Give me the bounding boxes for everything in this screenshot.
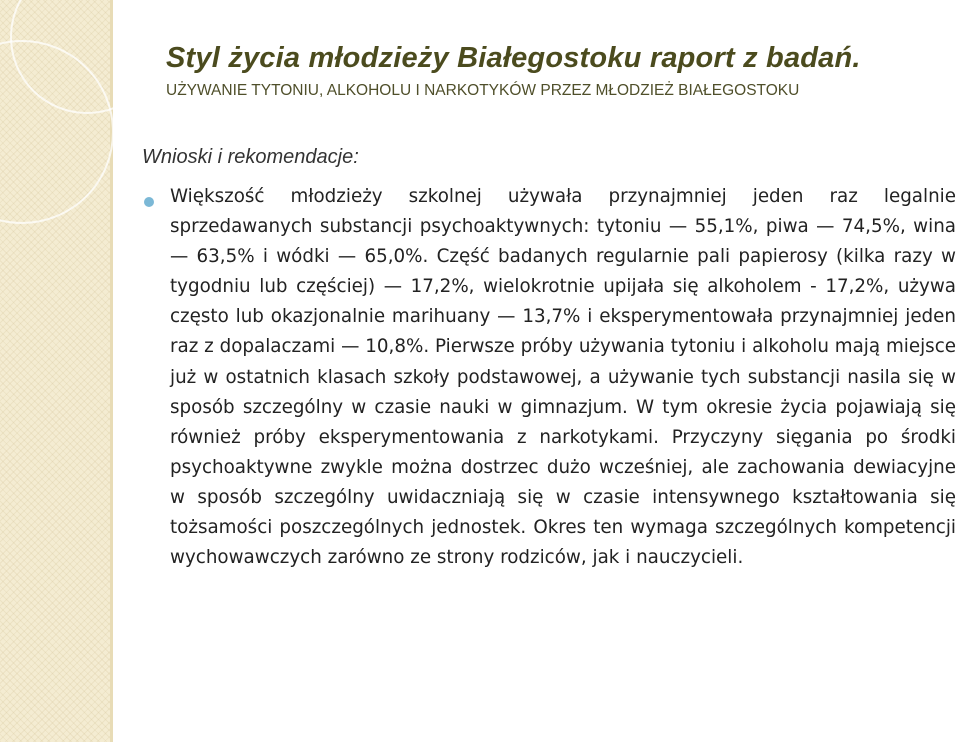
bullet-paragraph: Większość młodzieży szkolnej używała przynajmniej jeden raz legalnie sprzedawanych substancji psychoaktywnych: tytoniu — 55,1%, piwa — 74,5%, wina — 63,5% i wódki — 65,0%. Część badanych regularnie pali papierosy (kilka razy w tygodniu lub częściej) — 17,2%, wielokrotnie upijała się alkoholem - 17,2%, używa często lub okazjonalnie marihuany — 13,7% i eksperymentowała przynajmniej jeden raz z dopalaczami — 10,8%. Pierwsze próby używania tytoniu i alkoholu mają miejsce już w ostatnich klasach szkoły podstawowej, a używanie tych substancji nasila się w sposób szczególny w czasie nauki w gimnazjum. W tym okresie życia pojawiają się również próby eksperymentowania z narkotykami. Przyczyny sięgania po środki psychoaktywne zwykle można dostrzec dużo wcześniej, ale zachowania dewiacyjne w sposób szczególny uwidaczniają się w czasie intensywnego kształtowania się tożsamości poszczególnych jednostek. Okres ten wymaga szczególnych kompetencji wychowawczych zarówno ze strony rodziców, jak i nauczycieli. — [170, 186, 956, 569]
section-heading: Wnioski i rekomendacje: — [142, 146, 359, 168]
bullet-dot-icon — [144, 197, 154, 207]
slide-title: Styl życia młodzieży Białegostoku raport z badań. — [166, 42, 861, 74]
slide-subtitle: UŻYWANIE TYTONIU, ALKOHOLU I NARKOTYKÓW PRZEZ MŁODZIEŻ BIAŁEGOSTOKU — [166, 82, 800, 99]
